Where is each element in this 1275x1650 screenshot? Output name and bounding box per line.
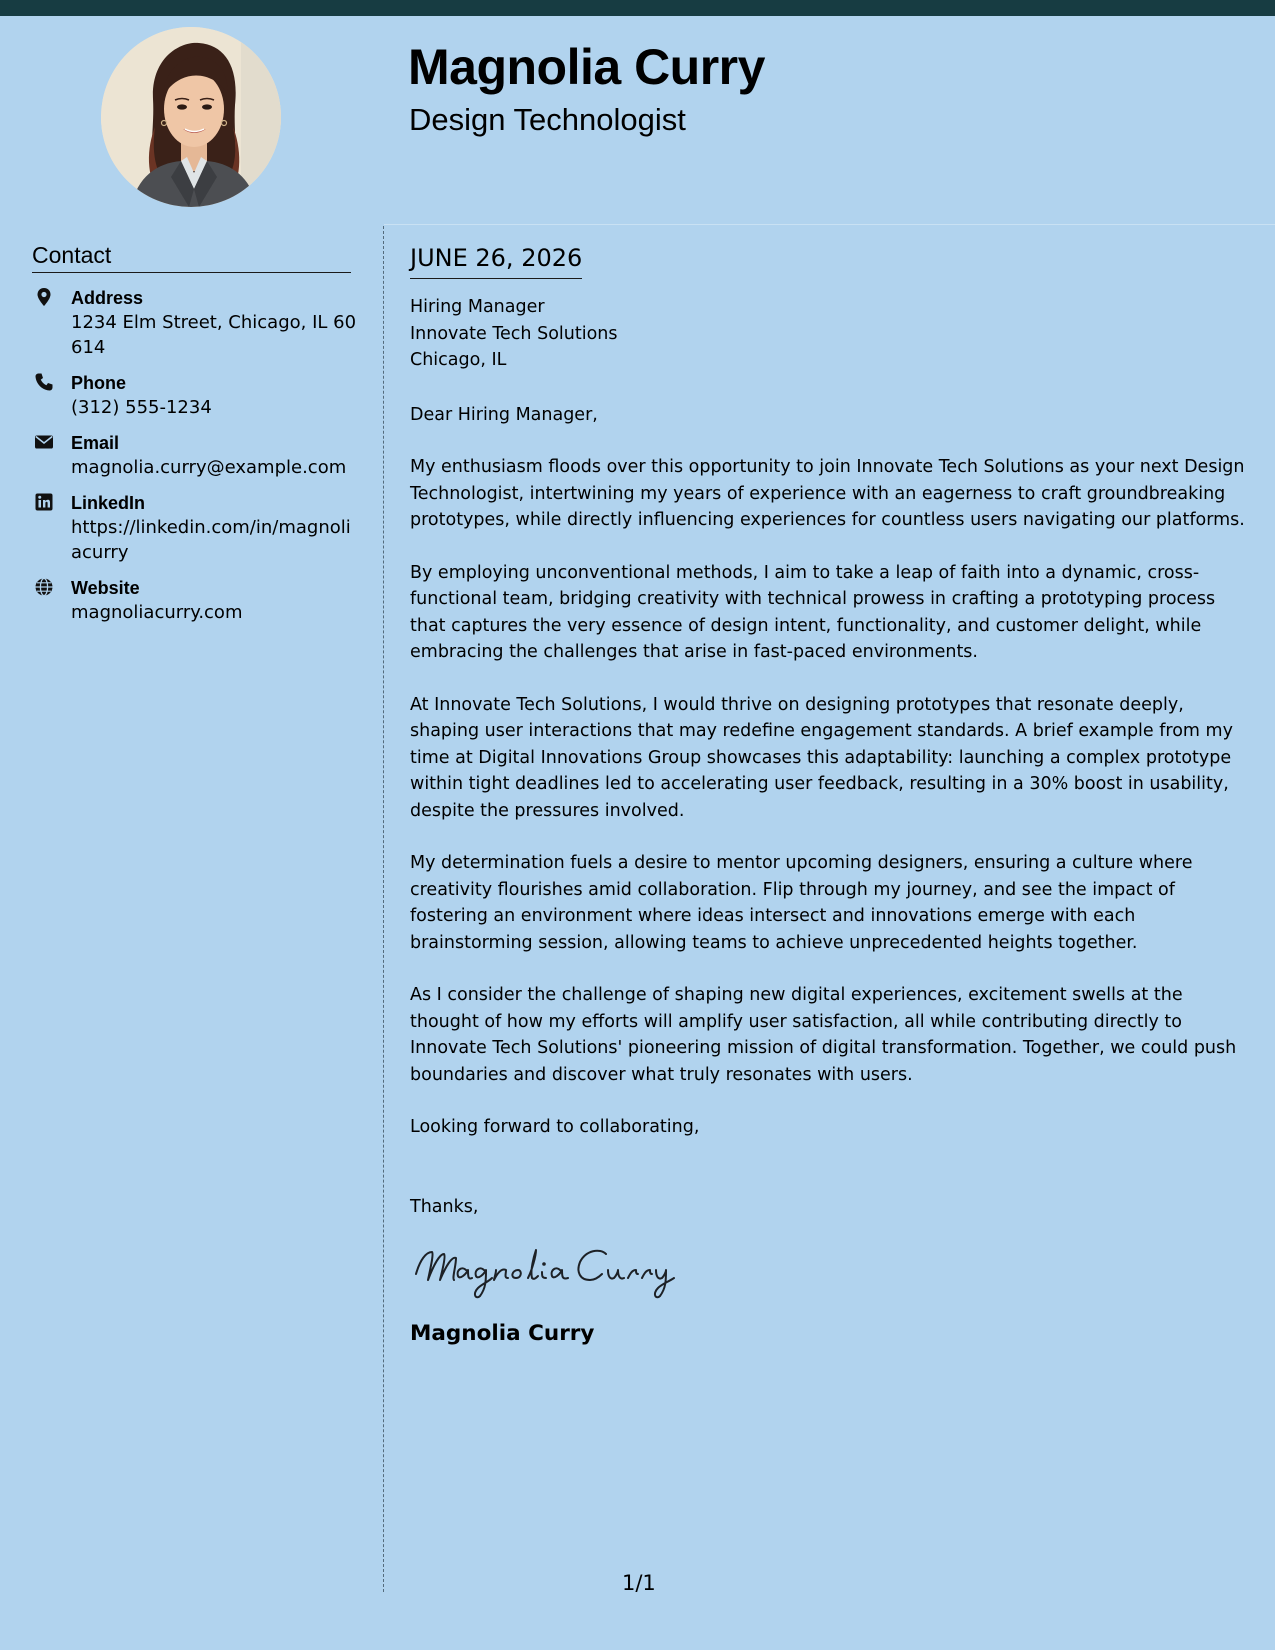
address-value: 1234 Elm Street, Chicago, IL 60614	[71, 312, 357, 358]
letter-body	[410, 243, 1255, 1348]
contact-item-website	[32, 576, 352, 625]
salutation: Dear Hiring Manager,	[410, 404, 598, 425]
letter-paragraph: As I consider the challenge of shaping new digital experiences, excitement swells at the thought of how my efforts will amplify user satisfaction, all while contributing directly to Innovate Tech Solutions' pioneering mission of digital transformation. Together, we could push boundaries and discover what truly resonates with users.	[410, 985, 1237, 1085]
website-value[interactable]: magnoliacurry.com	[71, 602, 243, 623]
globe-icon	[34, 577, 54, 597]
contact-heading: Contact	[32, 241, 351, 273]
column-divider	[383, 226, 384, 1592]
contact-label: LinkedIn	[71, 493, 146, 513]
signer-name: Magnolia Curry	[410, 1321, 595, 1346]
applicant-name: Magnolia Curry	[408, 39, 765, 95]
contact-label: Email	[71, 433, 120, 453]
envelope-icon	[34, 432, 54, 452]
contact-label: Address	[71, 288, 144, 308]
contact-label: Website	[71, 578, 140, 598]
contact-item-phone	[32, 371, 352, 420]
letter-paragraph: My determination fuels a desire to mentor upcoming designers, ensuring a culture where creativity flourishes amid collaboration. Flip through my journey, and see the impact of fostering an environment where ideas intersect and innovations emerge with each brainstorming session, allowing teams to achieve unprecedented heights together.	[410, 853, 1193, 953]
page-number: 1/1	[622, 1571, 656, 1595]
linkedin-icon	[34, 492, 54, 512]
recipient-block	[410, 294, 1255, 374]
signoff: Thanks,	[410, 1196, 479, 1217]
letter-paragraph: At Innovate Tech Solutions, I would thrive on designing prototypes that resonate deeply, shaping user interactions that may redefine engagement standards. A brief example from my time at Digital Innovations Group showcases this adaptability: launching a complex prototype within tight deadlines led to accelerating user feedback, resulting in a 30% boost in usability, despite the pressures involved.	[410, 694, 1233, 821]
email-value: magnolia.curry@example.com	[71, 457, 347, 478]
contact-list	[32, 286, 357, 636]
contact-item-address	[32, 286, 357, 360]
contact-label: Phone	[71, 373, 127, 393]
contact-item-email	[32, 431, 352, 480]
header-divider	[384, 224, 1275, 225]
letter-date: JUNE 26, 2026	[410, 243, 582, 279]
phone-value: (312) 555-1234	[71, 397, 212, 418]
phone-icon	[34, 372, 54, 392]
job-title: Design Technologist	[409, 102, 686, 137]
contact-item-linkedin	[32, 491, 352, 565]
letter-paragraph: My enthusiasm floods over this opportunity to join Innovate Tech Solutions as your next Design Technologist, intertwining my years of experience with an eagerness to craft groundbreaking prototypes, while directly influencing experiences for countless users navigating our platforms.	[410, 457, 1245, 530]
letter-paragraph: By employing unconventional methods, I aim to take a leap of faith into a dynamic, cross-functional team, bridging creativity with technical prowess in crafting a prototyping process that captures the very essence of design intent, functionality, and customer delight, while embracing the challenges that arise in fast-paced environments.	[410, 562, 1216, 662]
map-pin-icon	[34, 287, 54, 307]
linkedin-value[interactable]: https://linkedin.com/in/magnoliacurry	[71, 517, 351, 563]
recipient-location: Chicago, IL	[410, 350, 507, 370]
recipient-company: Innovate Tech Solutions	[410, 323, 618, 344]
handwritten-signature	[410, 1230, 1255, 1306]
closing-line: Looking forward to collaborating,	[410, 1117, 700, 1137]
recipient-name: Hiring Manager	[410, 297, 545, 317]
top-accent-bar	[0, 0, 1275, 16]
profile-photo	[101, 27, 281, 207]
